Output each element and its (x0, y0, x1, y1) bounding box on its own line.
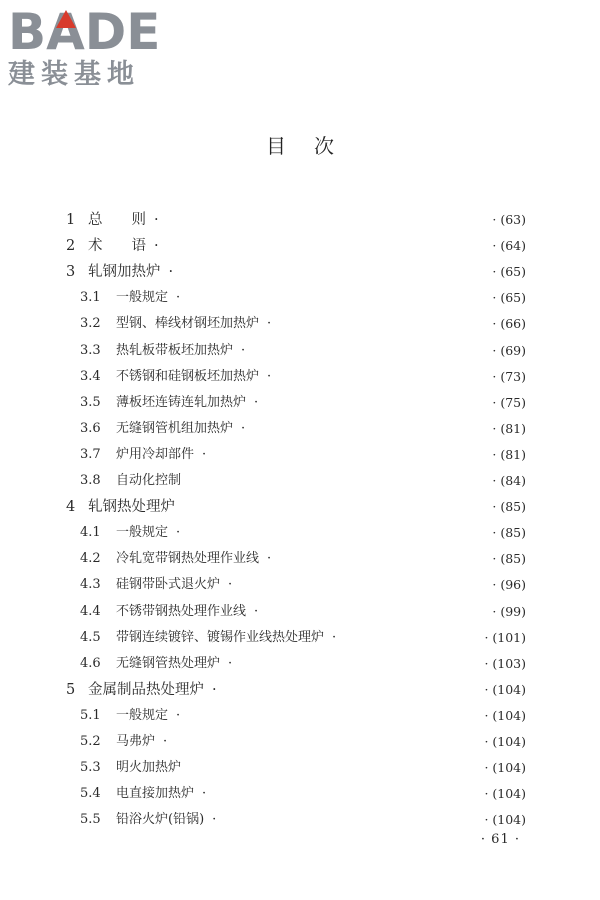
toc-entry-leader-dot: · (228, 577, 233, 593)
toc-entry-leader-dot: · (332, 629, 337, 645)
toc-entry-number: 5.3 (80, 760, 101, 776)
toc-entry-page: · (85) (492, 525, 526, 541)
toc-entry (80, 808, 216, 832)
toc-entry (80, 469, 189, 493)
bade-logo (8, 4, 178, 94)
toc-entry-number: 5.1 (80, 707, 101, 723)
logo-subtitle: 建装基地 (8, 59, 140, 90)
toc-entry-number: 5 (66, 681, 76, 698)
toc-entry (80, 443, 206, 467)
toc-entry-leader-dot: · (212, 681, 217, 698)
toc-entry-title: 马弗炉 (116, 734, 156, 749)
toc-entry-page: · (96) (492, 577, 526, 593)
toc-entry-leader-dot: · (267, 368, 272, 384)
toc-entry-number: 4.5 (80, 629, 101, 645)
toc-entry-number: 3.4 (80, 368, 101, 384)
toc-entry-title: 金属制品热处理炉 (88, 681, 204, 698)
toc-entry (80, 782, 206, 806)
toc-entry-title: 冷轧宽带钢热处理作业线 (116, 551, 260, 567)
toc-entry-page: · (104) (484, 734, 526, 749)
toc-entry-number: 5.2 (80, 734, 101, 749)
toc-entry (80, 756, 189, 780)
toc-entry-page: · (69) (492, 342, 526, 358)
toc-entry-page: · (104) (484, 681, 526, 697)
toc-entry-leader-dot: · (154, 238, 159, 255)
toc-entry-number: 3.1 (80, 290, 101, 306)
toc-entry (66, 260, 173, 284)
toc-entry-leader-dot: · (154, 212, 159, 228)
toc-entry-title: 术 语 (88, 238, 146, 255)
toc-entry-leader-dot: · (202, 446, 207, 462)
toc-entry (80, 704, 180, 728)
toc-entry (80, 521, 180, 545)
toc-entry-title: 总 则 (88, 212, 146, 228)
toc-entry-title: 不锈带钢热处理作业线 (116, 603, 247, 619)
toc-entry-title: 带钢连续镀锌、镀锡作业线热处理炉 (116, 629, 325, 645)
toc-entry-number: 3.7 (80, 446, 101, 462)
toc-entry-page: · (99) (492, 603, 526, 619)
toc-entry-leader-dot: · (267, 316, 272, 332)
toc-entry-leader-dot: · (228, 655, 233, 671)
toc-entry-leader-dot: · (254, 603, 259, 619)
toc-entry-title: 不锈钢和硅钢板坯加热炉 (116, 368, 260, 384)
toc-entry-title: 轧钢热处理炉 (88, 499, 175, 516)
toc-entry-page: · (104) (484, 812, 526, 828)
toc-entry-page: · (104) (484, 707, 526, 723)
toc-entry-page: · (104) (484, 760, 526, 776)
toc-entry-number: 3.3 (80, 342, 101, 358)
toc-entry (80, 652, 232, 676)
toc-entry-page: · (65) (492, 264, 526, 280)
toc-entry (80, 417, 245, 441)
toc-entry-number: 3.8 (80, 473, 101, 488)
logo-accent-triangle (56, 10, 76, 28)
page-number: · 61 · (480, 832, 520, 847)
toc-entry-title: 无缝钢管热处理炉 (116, 655, 221, 671)
toc-entry (80, 312, 271, 336)
toc-entry-title: 一般规定 (116, 525, 169, 541)
toc-entry-leader-dot: · (176, 525, 181, 541)
toc-entry (66, 495, 183, 519)
toc-entry-number: 4.4 (80, 603, 101, 619)
toc-entry-number: 4.3 (80, 577, 101, 593)
toc-entry (80, 730, 167, 754)
toc-entry (66, 208, 159, 232)
toc-entry-leader-dot: · (202, 786, 207, 802)
toc-entry (80, 365, 271, 389)
toc-entry-leader-dot: · (176, 290, 181, 306)
toc-entry-title: 一般规定 (116, 707, 169, 723)
toc-entry-title: 自动化控制 (116, 473, 182, 488)
toc-entry-leader-dot: · (168, 264, 174, 281)
toc-entry-title: 热轧板带板坯加热炉 (116, 342, 234, 358)
toc-entry-title: 一般规定 (116, 290, 169, 306)
toc-entry-page: · (103) (484, 655, 526, 671)
toc-entry-number: 4.2 (80, 551, 101, 567)
toc-entry-page: · (66) (492, 316, 526, 332)
toc-entry-title: 电直接加热炉 (116, 786, 195, 802)
toc-entry-page: · (81) (492, 420, 526, 436)
toc-entry (80, 626, 336, 650)
toc-entry-title: 轧钢加热炉 (88, 264, 161, 281)
toc-entry-leader-dot: · (267, 551, 272, 567)
toc-entry-title: 型钢、棒线材钢坯加热炉 (116, 316, 260, 332)
toc-entry-number: 2 (66, 238, 76, 255)
toc-entry-title: 铅浴火炉(铅锅) (116, 812, 205, 828)
toc-entry-title: 炉用冷却部件 (116, 446, 195, 462)
toc-entry-number: 5.5 (80, 812, 101, 828)
toc-entry-number: 1 (66, 212, 76, 228)
toc-entry-page: · (85) (492, 499, 526, 515)
toc-entry-number: 4.6 (80, 655, 101, 671)
toc-entry-leader-dot: · (163, 734, 168, 749)
toc-entry-number: 4.1 (80, 525, 101, 541)
toc-entry-title: 无缝钢管机组加热炉 (116, 420, 234, 436)
toc-entry (80, 600, 258, 624)
toc-entry-page: · (65) (492, 290, 526, 306)
toc-entry-page: · (85) (492, 551, 526, 567)
toc-entry-leader-dot: · (241, 342, 246, 358)
toc-entry-leader-dot: · (212, 812, 217, 828)
toc-entry-leader-dot: · (241, 420, 246, 436)
toc-entry-number: 3.2 (80, 316, 101, 332)
toc-entry-leader-dot: · (254, 394, 259, 410)
toc-entry-number: 3.6 (80, 420, 101, 436)
toc-entry (80, 339, 245, 363)
toc-entry-number: 5.4 (80, 786, 101, 802)
toc-entry-page: · (75) (492, 394, 526, 410)
toc-entry-number: 3 (66, 264, 76, 281)
toc-entry-page: · (73) (492, 368, 526, 384)
toc-entry-number: 4 (66, 499, 76, 516)
page-title: 目次 (266, 134, 362, 158)
toc-entry (80, 547, 271, 571)
toc-entry-page: · (63) (492, 212, 526, 227)
toc-entry-page: · (64) (492, 238, 526, 254)
toc-entry-title: 硅钢带卧式退火炉 (116, 577, 221, 593)
toc-entry-page: · (81) (492, 446, 526, 462)
toc-entry-leader-dot: · (176, 707, 181, 723)
toc-entry-title: 薄板坯连铸连轧加热炉 (116, 394, 247, 410)
logo-wordmark: BADE (8, 3, 161, 61)
toc-entry-page: · (84) (492, 473, 526, 488)
toc-entry (80, 573, 232, 597)
toc-entry-page: · (104) (484, 786, 526, 802)
toc-entry-page: · (101) (484, 629, 526, 645)
toc-entry (66, 678, 217, 702)
toc-entry (80, 391, 258, 415)
toc-entry-number: 3.5 (80, 394, 101, 410)
toc-entry (80, 286, 180, 310)
toc-entry (66, 234, 159, 258)
toc-entry-title: 明火加热炉 (116, 760, 182, 776)
